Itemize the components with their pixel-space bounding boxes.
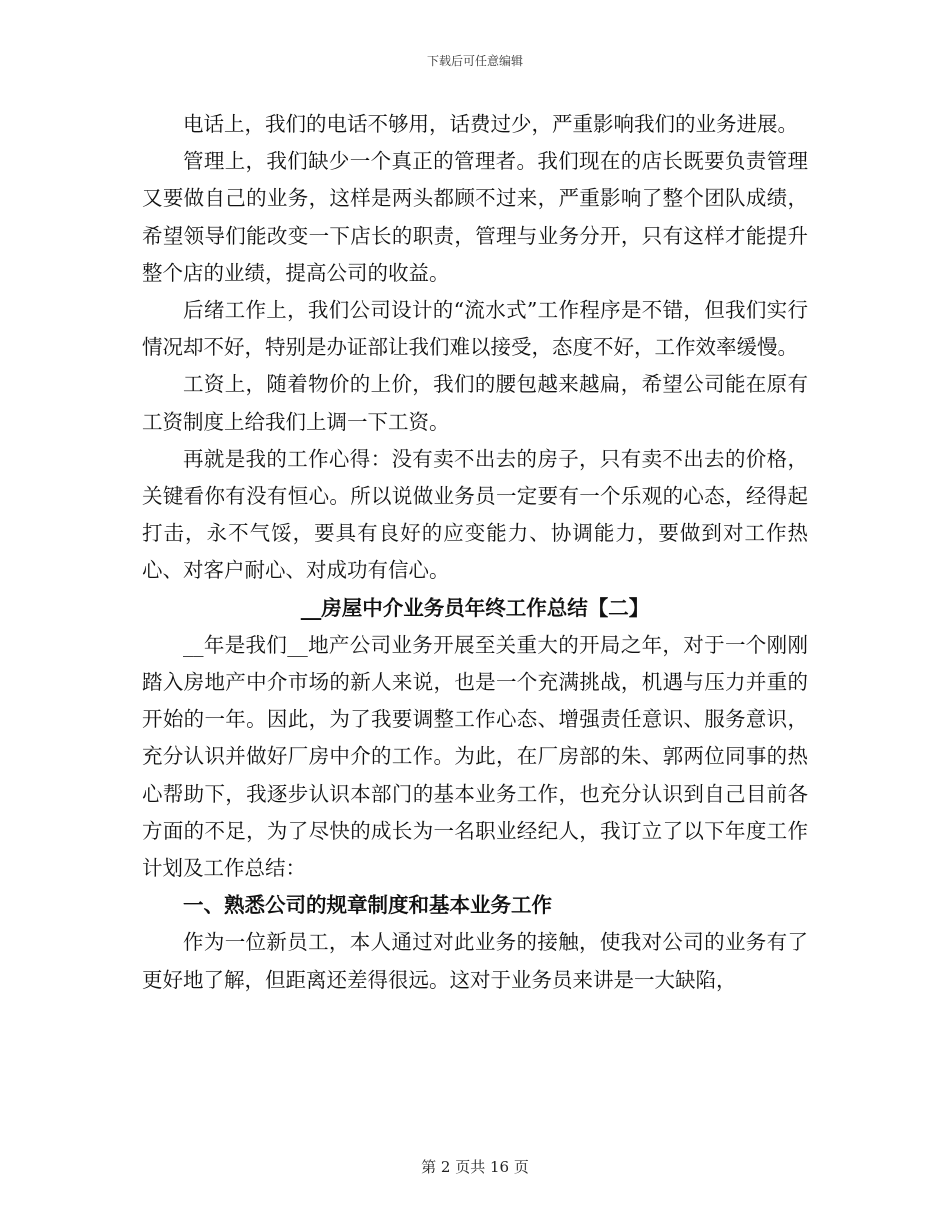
document-body — [142, 106, 808, 999]
paragraph-salary: 工资上，随着物价的上价，我们的腰包越来越扁，希望公司能在原有工资制度上给我们上调一下工资。 — [142, 372, 808, 434]
paragraph-new-employee: 作为一位新员工，本人通过对此业务的接触，使我对公司的业务有了更好地了解，但距离还差得很远。这对于业务员来讲是一大缺陷， — [142, 930, 808, 992]
paragraph-followup: 后绪工作上，我们公司设计的“流水式”工作程序是不错，但我们实行情况却不好，特别是办证部让我们难以接受，态度不好，工作效率缓慢。 — [142, 298, 808, 360]
paragraph-management: 管理上，我们缺少一个真正的管理者。我们现在的店长既要负责管理又要做自己的业务，这样是两头都顾不过来，严重影响了整个团队成绩，希望领导们能改变一下店长的职责，管理与业务分开，只有这样才能提升整个店的业绩，提高公司的收益。 — [142, 149, 808, 285]
section-title: __房屋中介业务员年终工作总结【二】 — [300, 595, 650, 620]
paragraph-intro: __年是我们__地产公司业务开展至关重大的开局之年，对于一个刚刚踏入房地产中介市场的新人来说，也是一个充满挑战，机遇与压力并重的开始的一年。因此，为了我要调整工作心态、增强责任意识、服务意识，充分认识并做好厂房中介的工作。为此，在厂房部的朱、郭两位同事的热心帮助下，我逐步认识本部门的基本业务工作，也充分认识到自己目前各方面的不足，为了尽快的成长为一名职业经纪人，我订立了以下年度工作计划及工作总结： — [142, 632, 808, 881]
page-header-note: 下载后可任意编辑 — [426, 54, 523, 68]
subheading-rules: 一、熟悉公司的规章制度和基本业务工作 — [183, 893, 552, 918]
paragraph-experience: 再就是我的工作心得：没有卖不出去的房子，只有卖不出去的价格，关键看你有没有恒心。所以说做业务员一定要有一个乐观的心态，经得起打击，永不气馁，要具有良好的应变能力、协调能力，要做到对工作热心、对客户耐心、对成功有信心。 — [142, 446, 808, 583]
page-number: 第 2 页共 16 页 — [421, 1158, 529, 1176]
paragraph-phone: 电话上，我们的电话不够用，话费过少，严重影响我们的业务进展。 — [183, 112, 798, 136]
